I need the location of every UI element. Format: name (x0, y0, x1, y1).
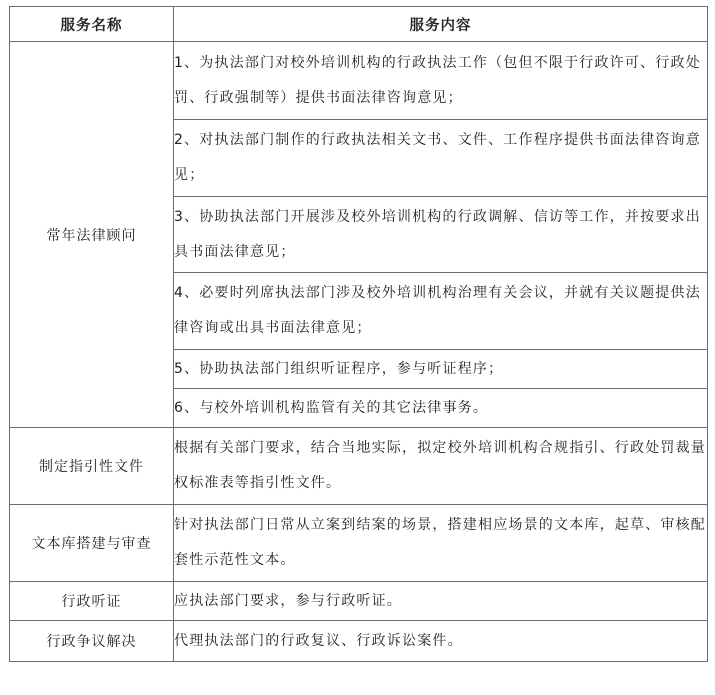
service-content-cell: 6、与校外培训机构监管有关的其它法律事务。 (174, 389, 708, 428)
table-row (10, 582, 708, 621)
table-row (10, 621, 708, 662)
service-content-cell: 代理执法部门的行政复议、行政诉讼案件。 (174, 621, 708, 662)
service-name-cell: 行政争议解决 (10, 621, 174, 662)
header-service-name: 服务名称 (10, 7, 174, 42)
service-content-cell: 3、协助执法部门开展涉及校外培训机构的行政调解、信访等工作，并按要求出具书面法律意见； (174, 197, 708, 273)
table-header-row (10, 7, 708, 42)
table-row (10, 428, 708, 505)
service-content-cell: 4、必要时列席执法部门涉及校外培训机构治理有关会议，并就有关议题提供法律咨询或出具书面法律意见； (174, 273, 708, 350)
service-name-cell: 行政听证 (10, 582, 174, 621)
service-table (9, 6, 708, 662)
service-content-cell: 2、对执法部门制作的行政执法相关文书、文件、工作程序提供书面法律咨询意见； (174, 120, 708, 197)
table-row (10, 42, 708, 120)
service-content-cell: 1、为执法部门对校外培训机构的行政执法工作（包但不限于行政许可、行政处罚、行政强制等）提供书面法律咨询意见； (174, 42, 708, 120)
service-name-cell: 常年法律顾问 (10, 42, 174, 428)
header-service-content: 服务内容 (174, 7, 708, 42)
service-name-cell: 文本库搭建与审查 (10, 505, 174, 582)
service-content-cell: 5、协助执法部门组织听证程序，参与听证程序； (174, 350, 708, 389)
service-name-cell: 制定指引性文件 (10, 428, 174, 505)
table-row (10, 505, 708, 582)
service-content-cell: 应执法部门要求，参与行政听证。 (174, 582, 708, 621)
service-content-cell: 针对执法部门日常从立案到结案的场景，搭建相应场景的文本库，起草、审核配套性示范性文本。 (174, 505, 708, 582)
service-content-cell: 根据有关部门要求，结合当地实际，拟定校外培训机构合规指引、行政处罚裁量权标准表等指引性文件。 (174, 428, 708, 505)
